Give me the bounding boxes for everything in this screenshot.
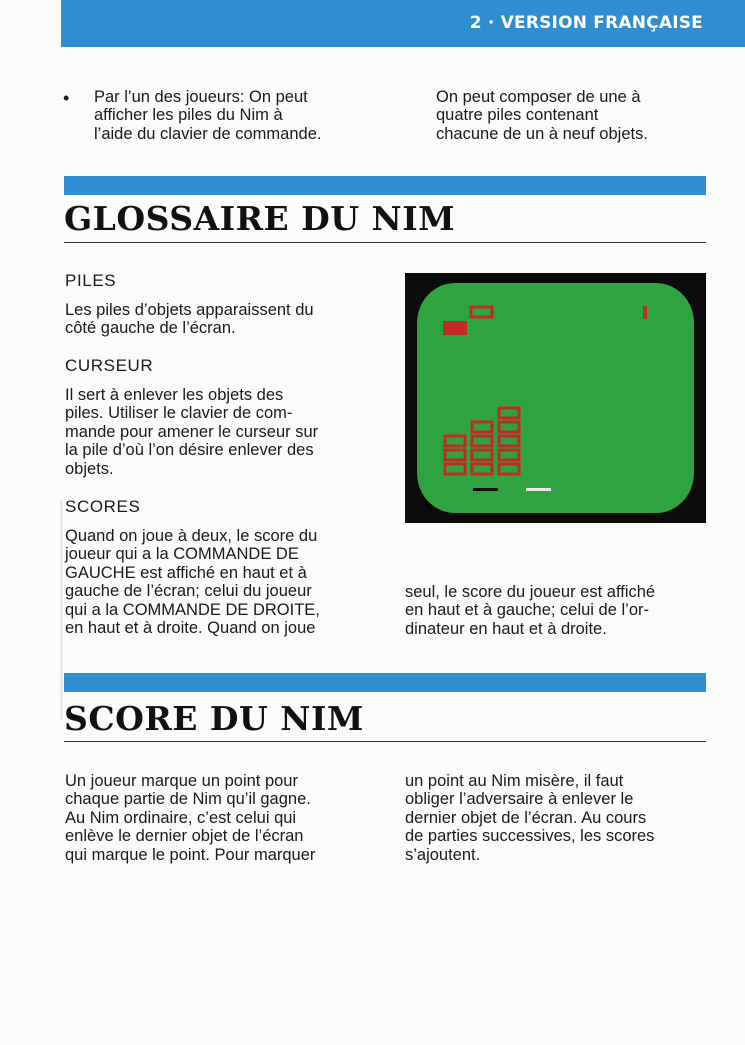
intro-left-bold: Par l’un des joueurs:	[94, 88, 245, 106]
score-rule	[64, 741, 706, 742]
piles-text: Les piles d’objets apparaissent du côté gauche de l’écran.	[65, 301, 314, 338]
header-band	[61, 0, 745, 47]
section-tag: 2 · VERSION FRANÇAISE	[469, 13, 703, 33]
margin-shadow	[60, 500, 63, 720]
pile-object	[472, 464, 492, 474]
top-score-object	[471, 307, 492, 317]
scores-left-text: Quand on joue à deux, le score du joueur qui a la COMMANDE DE GAUCHE est affiché en haut et à gauche de l’écran; celui du joueur qui a la COMMANDE DE DROITE, en haut et à droite. Quand on joue	[65, 527, 320, 638]
pile-object	[445, 436, 465, 446]
pile-object	[499, 422, 519, 432]
pile-object	[499, 450, 519, 460]
curseur-title: CURSEUR	[65, 356, 154, 375]
game-screenshot	[405, 273, 706, 523]
tv-screen	[417, 283, 694, 513]
nim-screen-graphic	[417, 283, 694, 513]
score-right-text: un point au Nim misère, il faut obliger l’adversaire à enlever le dernier objet de l’écran. Au cours de parties successives, les scores s’ajoutent.	[405, 772, 655, 864]
pile-object	[499, 408, 519, 418]
intro-right: On peut composer de une à quatre piles contenant chacune de un à neuf objets.	[436, 88, 648, 143]
score-bar	[64, 673, 706, 692]
bullet: •	[63, 88, 70, 108]
score-left-text: Un joueur marque un point pour chaque partie de Nim qu’il gagne. Au Nim ordinaire, c’est celui qui enlève le dernier objet de l’écran qui marque le point. Pour marquer	[65, 772, 316, 864]
left-score-bar	[473, 488, 498, 491]
cursor-block	[443, 321, 467, 335]
pile-object	[445, 450, 465, 460]
glossary-bar	[64, 176, 706, 195]
pile-object	[472, 450, 492, 460]
intro-left-text: On peut afficher les piles du Nim à l’aide du clavier de commande.	[94, 88, 322, 143]
right-score-mark	[643, 306, 647, 319]
piles-title: PILES	[65, 271, 117, 290]
pile-object	[499, 464, 519, 474]
pile-object	[445, 464, 465, 474]
scores-right-text: seul, le score du joueur est affiché en haut et à gauche; celui de l’or- dinateur en haut et à droite.	[405, 583, 656, 638]
curseur-text: Il sert à enlever les objets des piles. Utiliser le clavier de com- mande pour amener le curseur sur la pile d’où l’on désire enlever des objets.	[65, 386, 319, 478]
pile-object	[499, 436, 519, 446]
pile-object	[472, 436, 492, 446]
glossary-heading: GLOSSAIRE DU NIM	[64, 199, 456, 238]
intro-left	[94, 88, 394, 143]
scores-title: SCORES	[65, 497, 141, 516]
pile-object	[472, 422, 492, 432]
glossary-rule	[64, 242, 706, 243]
score-heading: SCORE DU NIM	[64, 699, 364, 738]
right-score-bar	[526, 488, 551, 491]
